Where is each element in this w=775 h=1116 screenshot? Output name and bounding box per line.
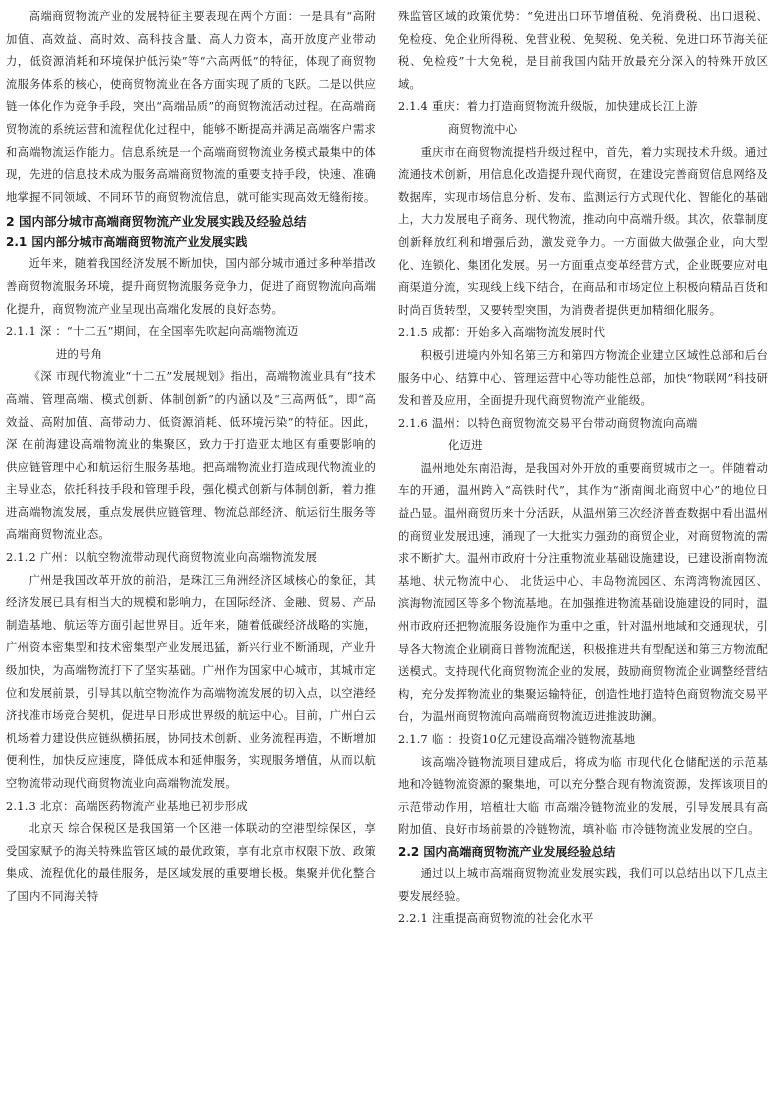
paragraph: 广州是我国改革开放的前沿，是珠江三角洲经济区域核心的象征，其经济发展已具有相当大的规模和影响力，在国际经济、金融、贸易、产品制造基地、航运等方面引起世界目。近年来，随着低碳经济战略的实施，广州资本密集型和技术密集型产业发展迅猛，新兴行业不断涌现，产业升级加快，为高端物流打下了坚实基础。广州作为国家中心城市，其城市定位和发展前景，引导其以航空物流作为高端物流发展的切入点，以空港经济找准市场竞合契机，促进早日形成世界级的航运中心。目前，广州白云机场着力建设供应链纵横拓展，协同技术创新、业务流程再造，不断增加便利性，加快反应速度，降低成本和延伸服务，实现服务增值，从而以航空物流带动现代商贸物流业向高端物流发展。 — [6, 573, 376, 790]
heading-number: 2.1.1 — [6, 325, 36, 339]
heading-number: 2.1.2 — [6, 551, 36, 565]
heading-text: 温州：以特色商贸物流交易平台带动商贸物流向高端 — [432, 416, 698, 430]
heading-number: 2.1.5 — [398, 326, 428, 340]
heading-text-continued: 商贸物流中心 — [448, 122, 518, 136]
heading-text-continued: 进的号角 — [56, 347, 103, 361]
paragraph: 近年来，随着我国经济发展不断加快，国内部分城市通过多种举措改善商贸物流服务环境，提升商贸物流服务竞争力，促进了商贸物流向高端化提升，商贸物流产业呈现出高端化发展的良好态势。 — [6, 257, 376, 316]
heading-text: 注重提高商贸物流的社会化水平 — [432, 912, 594, 926]
section-heading: 2 国内部分城市高端商贸物流产业发展实践及经验总结 — [6, 214, 307, 230]
heading-number: 2.1.3 — [6, 799, 36, 813]
subsection-heading: 2.1 国内部分城市高端商贸物流产业发展实践 — [6, 235, 248, 250]
subsubsection-heading — [398, 729, 768, 752]
heading-number: 2.1.6 — [398, 416, 428, 430]
paragraph: 重庆市在商贸物流提档升级过程中，首先，着力实现技术升级。通过流通技术创新，用信息化改造提升现代商贸，在建设完善商贸信息网络及数据库，实现市场信息分析、发布、监测运行方式现代化、智能化的基础上，大力发展电子商务、现代物流，推动向中高端升级。其次，依靠制度创新释放红利和增强后劲，激发竞争力。一方面做大做强企业，向大型化、连锁化、集团化发展。另一方面重点变革经营方式，企业既要应对电商渠道分流，实现线上线下结合，在商品和市场定位上积极向精品百货和时尚百货转型，又要转型突围，为消费者提供更加精细化服务。 — [398, 145, 768, 317]
heading-number: 2.2.1 — [398, 912, 428, 926]
paragraph: 高端商贸物流产业的发展特征主要表现在两个方面：一是具有“高附加值、高效益、高时效、高科技含量、高人力资本，高开放度产业带动力，低资源消耗和环境保护低污染”等“六高两低”的特征，体现了商贸物流服务体系的核心，使商贸物流业在各方面实现了质的飞跃。二是以供应链一体化作为竞争手段，突出“高端品质”的商贸物流活动过程。在高端商贸物流的系统运营和流程优化过程中，能够不断提高并满足高端客户需求和高端物流运作能力。信息系统是一个高端商贸物流业务模式最集中的体现，先进的信息技术成为服务高端商贸物流的重要支持手段，快速、准确地掌握不同领域、不同环节的商贸物流信息，就可能实现高效无缝衔接。 — [6, 10, 377, 204]
left-column — [6, 6, 376, 909]
subsubsection-heading — [398, 322, 768, 345]
subsubsection-heading — [6, 321, 376, 366]
paragraph: 积极引进境内外知名第三方和第四方物流企业建立区域性总部和后台服务中心、结算中心、管理运营中心等功能性总部，加快“物联网”科技研发和普及应用，全面提升现代商贸物流产业能级。 — [398, 348, 769, 408]
paragraph: 北京天 综合保税区是我国第一个区港一体联动的空港型综保区，享受国家赋予的海关特殊监管区域的最优政策，享有北京市权限下放、政策集成、流程优化的最佳服务，是区域发展的重要增长极。集聚并优化整合了国内不同海关特 — [6, 822, 376, 903]
heading-text: 临 ：投资10亿元建设高端冷链物流基地 — [432, 733, 636, 746]
right-column — [398, 6, 768, 931]
paragraph: 温州地处东南沿海，是我国对外开放的重要商贸城市之一。伴随着动车的开通，温州跨入“高铁时代”，其作为“浙南闽北商贸中心”的地位日益凸显。温州商贸历来十分活跃，从温州第三次经济普查数据中看出温州的商贸业发展迅速，涌现了一大批实力强劲的商贸企业，对商贸物流的需求不断扩大。温州市政府十分注重物流业基础设施建设，已建设浙南物流基地、状元物流中心、 北货运中心、丰岛物流园区、东湾湾物流园区、滨海物流园区等多个物流基地。在加强推进物流基础设施建设的同时，温州市政府还把物流服务设施作为重中之重，针对温州地域和交通现状，引导各大物流企业刷商日普物流配送，积极推进共有型配送和第三方物流配送模式。支持现代化商贸物流企业的发展，鼓励商贸物流企业调整经营结构，充分发挥物流业的集聚运输特征，创造性地打造特色商贸物流交易平台，为温州商贸物流向高端商贸物流迈进推波助澜。 — [398, 461, 768, 724]
paragraph: 通过以上城市高端商贸物流业发展实践，我们可以总结出以下几点主要发展经验。 — [398, 866, 768, 903]
subsubsection-heading — [6, 547, 376, 570]
subsection-heading: 2.2 国内高端商贸物流产业发展经验总结 — [398, 844, 616, 859]
paragraph: 该高端冷链物流项目建成后，将成为临 市现代化仓储配送的示范基地和冷链物流资源的聚集地，可以充分整合现有物流资源，发挥该项目的示范带动作用，培植壮大临 市高端冷链物流业的发展，引导发展具有高附加值、良好市场前景的冷链物流，填补临 市冷链物流业发展的空白。 — [398, 755, 768, 837]
heading-text: 重庆：着力打造商贸物流升级版，加快建成长江上游 — [432, 100, 698, 114]
subsubsection-heading — [398, 96, 768, 141]
heading-text: 北京：高端医药物流产业基地已初步形成 — [40, 799, 248, 813]
paragraph: 《深 市现代物流业“十二五”发展规划》指出，高端物流业具有“技术高端、管理高端、模式创新、体制创新”的内涵以及“三高两低”，即“高效益、高附加值、高带动力、低资源消耗、低环境污染”的特征。因此，深 在前海建设高端物流业的集聚区，致力于打造亚太地区有重要影响的供应链管理中心和航运衍生服务基地。把高端物流业打造成现代物流业的主导业态，依托科技手段和管理手段，强化模式创新与体制创新，着力推进高端物流发展，重点发展供应链管理、物流总部经济、航运衍生服务等高端商贸物流业态。 — [6, 370, 376, 542]
heading-text-continued: 化迈进 — [448, 439, 483, 453]
heading-number: 2.1.7 — [398, 733, 428, 746]
subsubsection-heading — [6, 796, 376, 819]
heading-text: 成都：开始多入高端物流发展时代 — [432, 326, 606, 340]
heading-text: 广州：以航空物流带动现代商贸物流业向高端物流发展 — [40, 551, 318, 565]
heading-text: 深 ：“十二五”期间，在全国率先吹起向高端物流迈 — [40, 325, 299, 339]
subsubsection-heading — [398, 413, 768, 458]
subsubsection-heading — [398, 908, 768, 931]
paragraph: 殊监管区域的政策优势：“免进出口环节增值税、免消费税、出口退税、免检疫、免企业所得税、免营业税、免契税、免关税、免进口环节海关征税、免检疫”十大免税，是目前我国内陆开放最充分深入的特殊开放区域。 — [398, 10, 768, 91]
heading-number: 2.1.4 — [398, 100, 428, 114]
